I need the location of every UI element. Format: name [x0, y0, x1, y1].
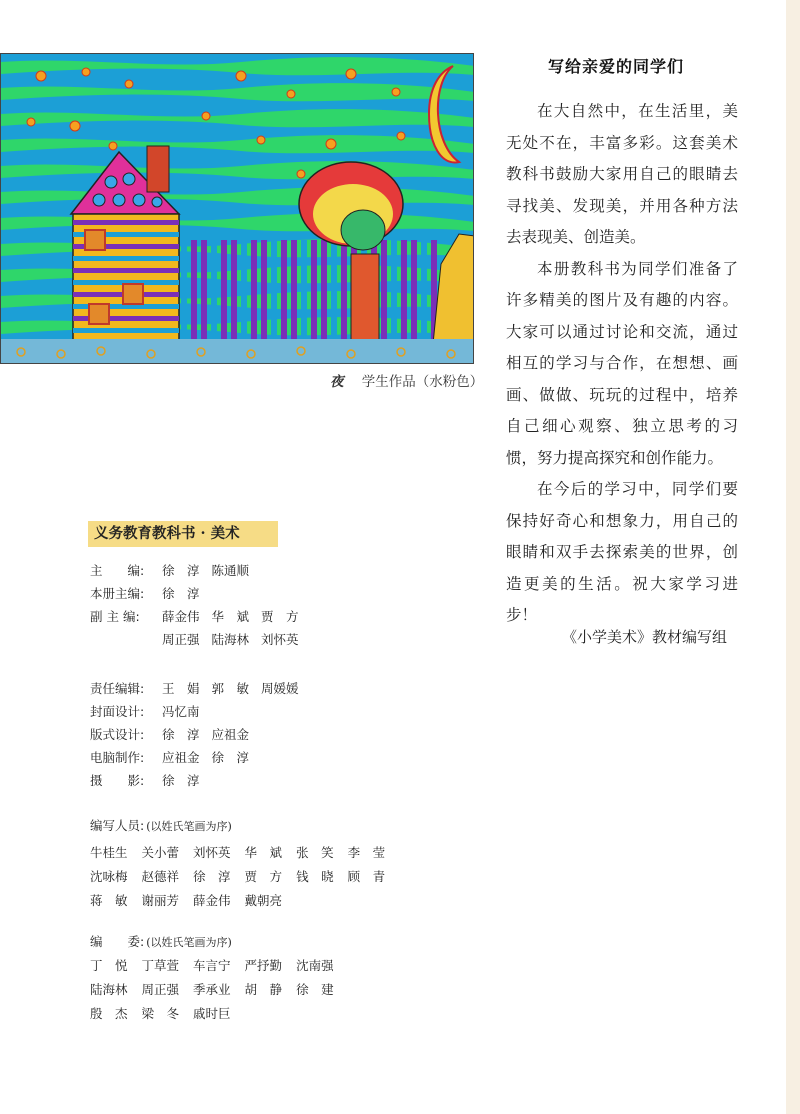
writer-name: 薛金伟	[193, 893, 231, 908]
credit-name: 周正强	[161, 632, 200, 647]
credit-name: 应祖金	[211, 727, 250, 742]
credit-row	[90, 560, 261, 582]
editor-name: 殷 杰	[90, 1006, 128, 1021]
editor-name: 严抒勤	[244, 958, 283, 973]
writer-name: 顾 青	[347, 869, 386, 884]
credit-label: 摄 影:	[90, 773, 145, 788]
painting-credit: 学生作品（水粉色）	[361, 374, 484, 390]
credit-name: 陆海林	[211, 632, 250, 647]
editor-name: 胡 静	[244, 982, 283, 997]
editors-row	[90, 1004, 245, 1022]
credit-name: 王 娟	[161, 681, 200, 696]
writers-note: (以姓氏笔画为序)	[146, 820, 232, 833]
letter-body	[506, 96, 738, 632]
letter-paragraph: 在今后的学习中，同学们要保持好奇心和想象力，用自己的眼睛和双手去探索美的世界，创造更美的生活。祝大家学习进步！	[506, 480, 738, 624]
credit-name: 徐 淳	[211, 750, 250, 765]
credit-label: 副 主 编:	[90, 609, 140, 624]
book-title: 义务教育教科书 · 美术	[88, 521, 278, 547]
writer-name: 谢丽芳	[141, 893, 180, 908]
editor-name: 丁草萱	[141, 958, 180, 973]
writer-name: 贾 方	[244, 869, 283, 884]
credit-label: 主 编:	[90, 563, 145, 578]
editor-name: 戚时巨	[193, 1006, 231, 1021]
credit-row	[90, 678, 311, 700]
writers-row	[90, 843, 399, 861]
credit-name: 华 斌	[211, 609, 250, 624]
credit-row	[90, 629, 311, 651]
writer-name: 李 莹	[347, 845, 386, 860]
editors-row	[90, 956, 348, 974]
letter-title: 写给亲爱的同学们	[548, 57, 685, 76]
writer-name: 牛桂生	[90, 845, 128, 860]
credit-name: 周媛媛	[261, 681, 299, 696]
writer-name: 刘怀英	[193, 845, 231, 860]
writer-name: 戴朝亮	[244, 893, 283, 908]
credit-name: 冯忆南	[161, 704, 200, 719]
credit-row	[90, 701, 212, 723]
letter-paragraph: 在大自然中，在生活里，美无处不在，丰富多彩。这套美术教科书鼓励大家用自己的眼睛去寻找美、发现美，并用各种方法去表现美、创造美。	[506, 102, 738, 246]
letter-paragraph: 本册教科书为同学们准备了许多精美的图片及有趣的内容。大家可以通过讨论和交流，通过相互的学习与合作，在想想、画画、做做、玩玩的过程中，培养自己细心观察、独立思考的习惯，努力提高探究和创作能力。	[506, 259, 738, 467]
page-edge-strip	[786, 0, 800, 1114]
editors-note: (以姓氏笔画为序)	[146, 936, 232, 949]
credit-label: 责任编辑:	[90, 681, 145, 696]
editor-name: 车言宁	[193, 958, 231, 973]
writers-row	[90, 867, 399, 885]
editor-name: 沈南强	[296, 958, 334, 973]
credit-name: 刘怀英	[261, 632, 299, 647]
credit-label: 本册主编:	[90, 586, 145, 601]
editor-name: 梁 冬	[141, 1006, 180, 1021]
writers-label-row	[90, 816, 232, 834]
credit-name: 应祖金	[161, 750, 200, 765]
writer-name: 张 笑	[296, 845, 334, 860]
writer-name: 沈咏梅	[90, 869, 128, 884]
credit-row	[90, 724, 261, 746]
editor-name: 周正强	[141, 982, 180, 997]
credit-row	[90, 747, 261, 769]
credit-name: 郭 敏	[211, 681, 250, 696]
editor-name: 陆海林	[90, 982, 128, 997]
writer-name: 蒋 敏	[90, 893, 128, 908]
editor-name: 季承业	[193, 982, 231, 997]
credit-row	[90, 583, 212, 605]
credit-name: 徐 淳	[161, 727, 200, 742]
credit-name: 徐 淳	[161, 563, 200, 578]
writer-name: 关小蕾	[141, 845, 180, 860]
letter-signature: 《小学美术》教材编写组	[562, 628, 728, 646]
painting-caption	[330, 370, 483, 390]
credit-name: 贾 方	[261, 609, 299, 624]
credit-name: 徐 淳	[161, 586, 200, 601]
writer-name: 赵德祥	[141, 869, 180, 884]
editors-row	[90, 980, 348, 998]
credit-name: 徐 淳	[161, 773, 200, 788]
painting-title: 夜	[330, 374, 344, 390]
credit-label: 版式设计:	[90, 727, 145, 742]
editor-name: 丁 悦	[90, 958, 128, 973]
credit-row	[90, 606, 311, 628]
student-painting	[0, 53, 474, 364]
credit-name: 薛金伟	[161, 609, 200, 624]
editor-name: 徐 建	[296, 982, 334, 997]
credit-name: 陈通顺	[211, 563, 250, 578]
editors-label-row	[90, 932, 232, 950]
writer-name: 徐 淳	[193, 869, 231, 884]
writer-name: 钱 晓	[296, 869, 334, 884]
writer-name: 华 斌	[244, 845, 283, 860]
credit-label: 封面设计:	[90, 704, 145, 719]
credit-row	[90, 770, 212, 792]
credit-label: 电脑制作:	[90, 750, 145, 765]
editors-label: 编 委:	[90, 934, 145, 949]
writers-row	[90, 891, 296, 909]
writers-label: 编写人员:	[90, 818, 145, 833]
